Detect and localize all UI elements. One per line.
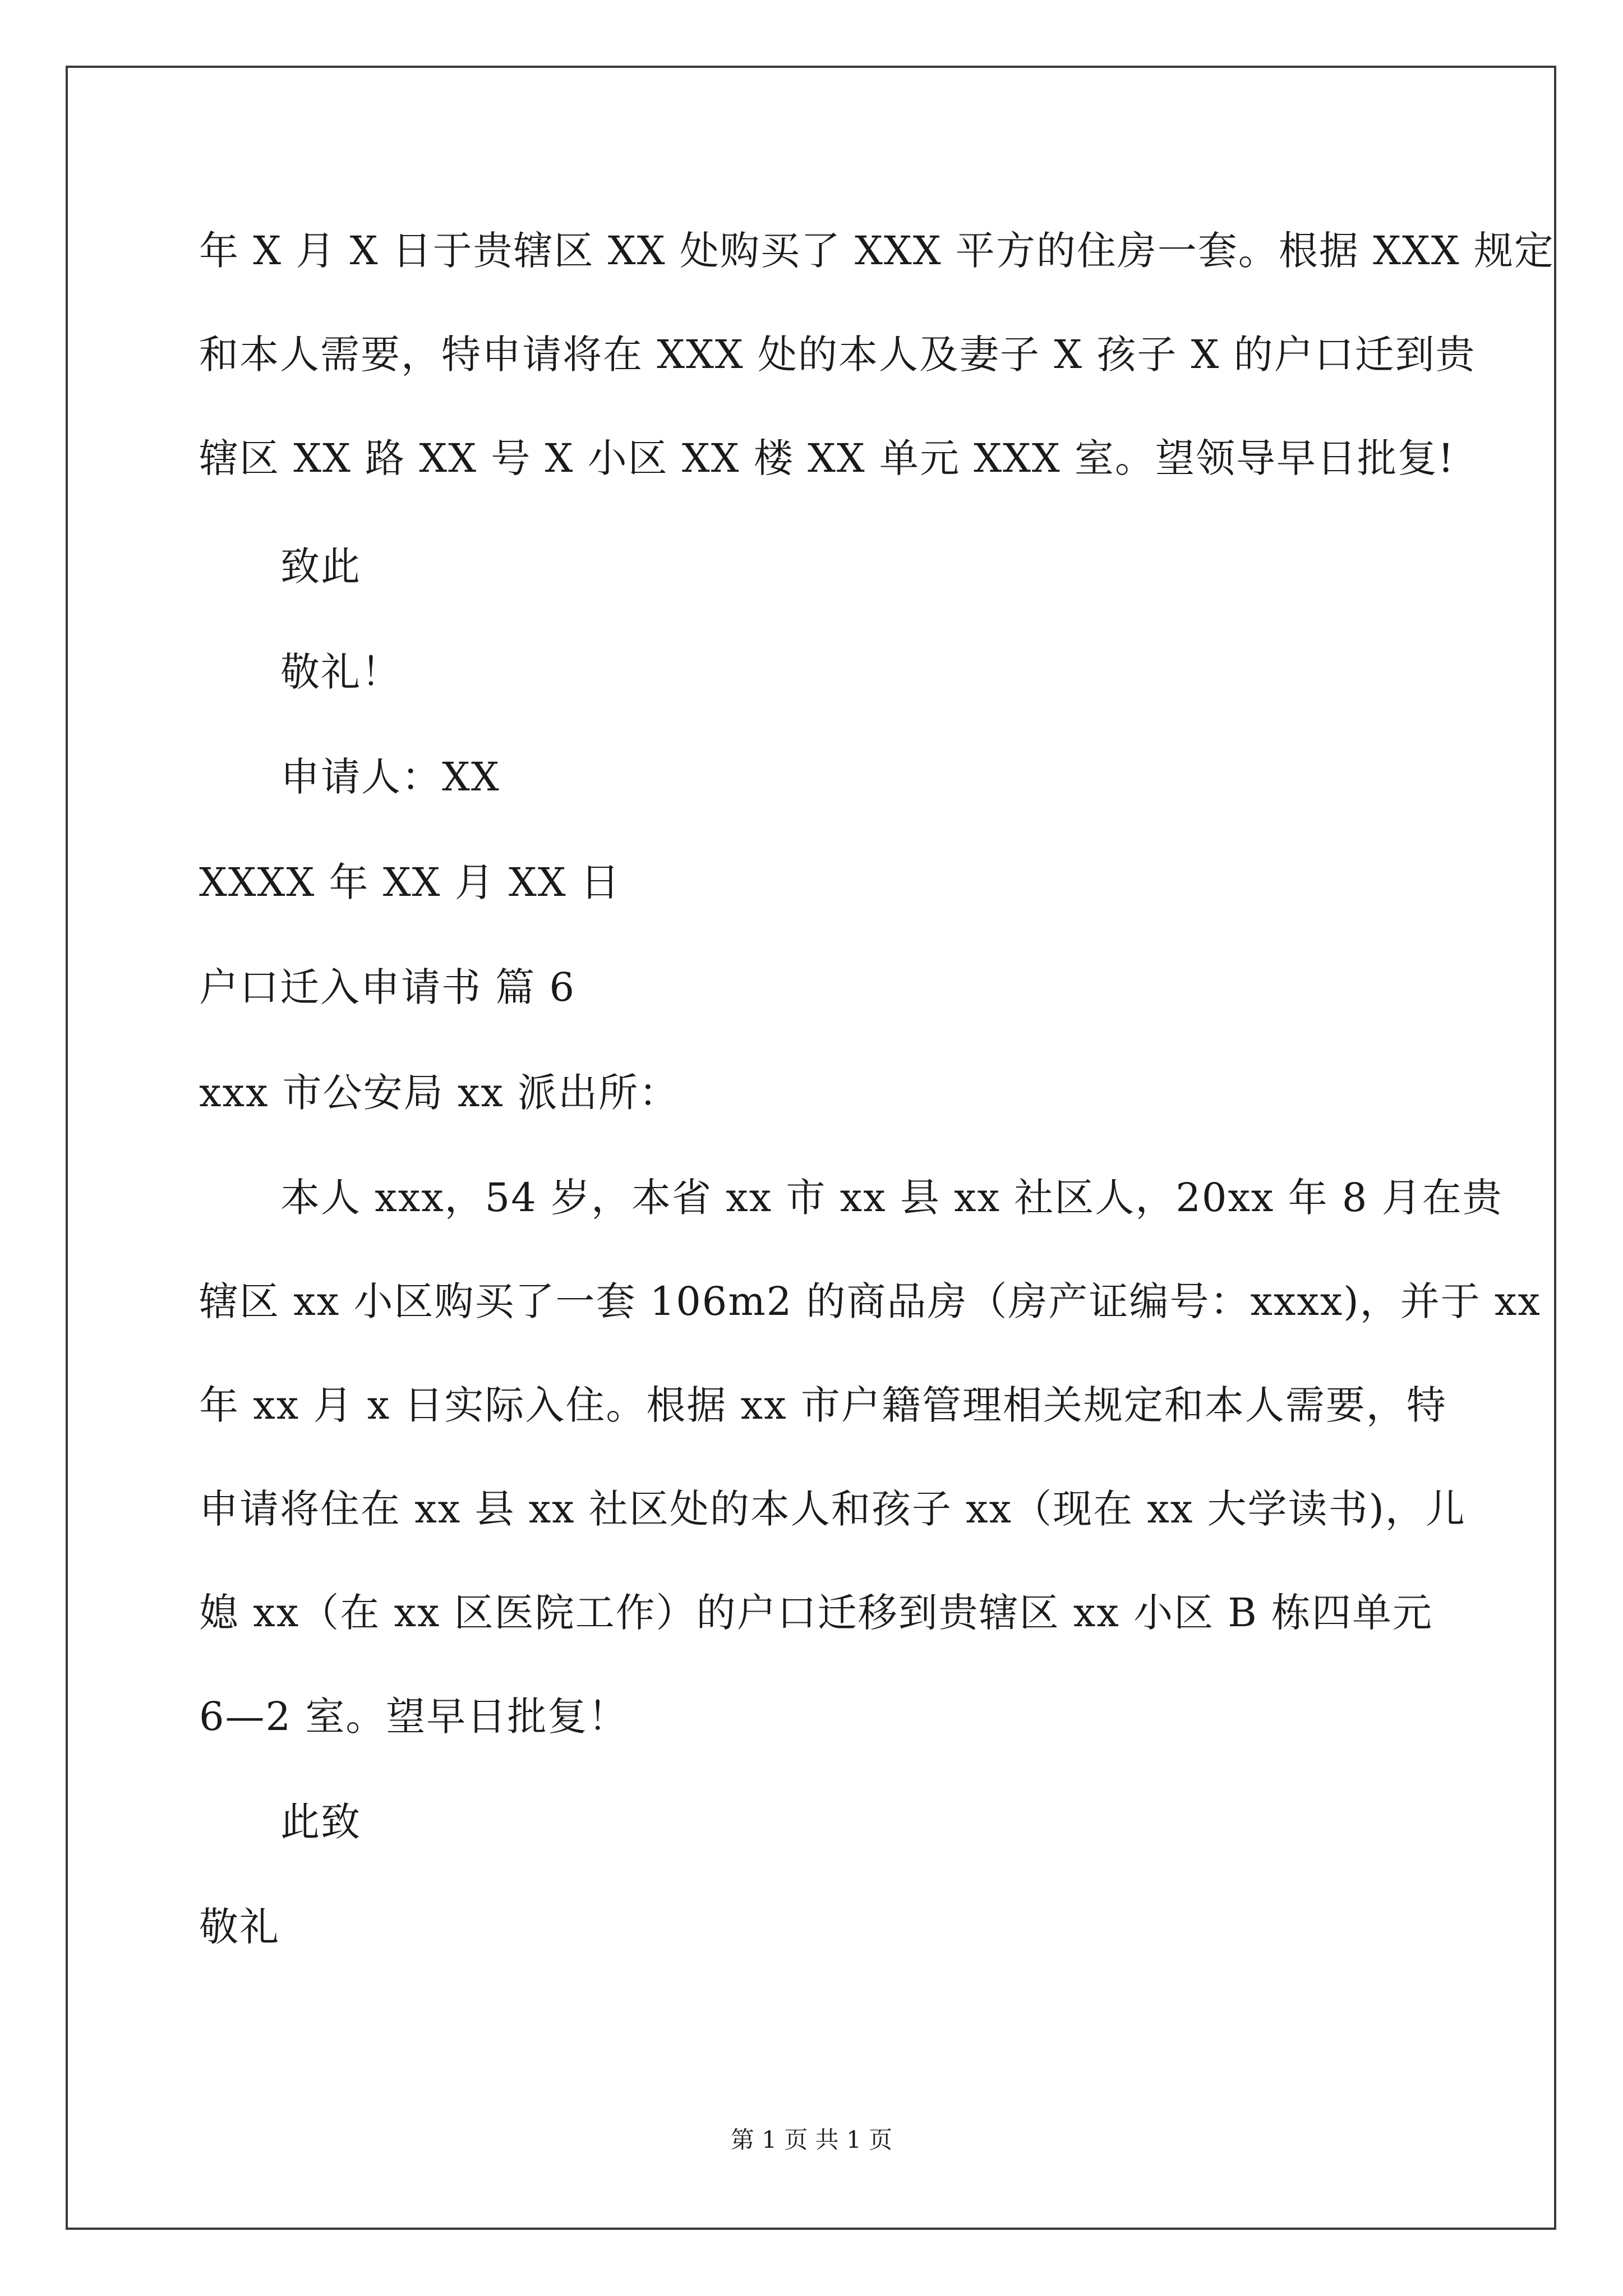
- section-heading: 户口迁入申请书 篇 6: [199, 964, 576, 1010]
- date-line: XXXX 年 XX 月 XX 日: [199, 859, 621, 905]
- paragraph-line: 辖区 xx 小区购买了一套 106m2 的商品房（房产证编号：xxxx)，并于 xx: [199, 1278, 1541, 1324]
- salutation: 敬礼！: [280, 649, 402, 695]
- page-border: [66, 66, 1556, 2230]
- paragraph-line: 本人 xxx，54 岁，本省 xx 市 xx 县 xx 社区人，20xx 年 8 月在贵: [280, 1175, 1503, 1221]
- paragraph-line: 申请将住在 xx 县 xx 社区处的本人和孩子 xx（现在 xx 大学读书)，儿: [199, 1486, 1466, 1532]
- paragraph-line: 6—2 室。望早日批复！: [199, 1694, 629, 1740]
- paragraph-line: 年 xx 月 x 日实际入住。根据 xx 市户籍管理相关规定和本人需要，特: [199, 1382, 1447, 1428]
- salutation-final: 敬礼: [199, 1904, 280, 1950]
- closing-zhici: 致此: [280, 544, 361, 590]
- paragraph-line: 年 X 月 X 日于贵辖区 XX 处购买了 XXX 平方的住房一套。根据 XXX 规定: [199, 228, 1555, 274]
- applicant-line: 申请人：XX: [280, 754, 500, 800]
- addressee-line: xxx 市公安局 xx 派出所：: [199, 1070, 680, 1116]
- paragraph-line: 和本人需要，特申请将在 XXX 处的本人及妻子 X 孩子 X 的户口迁到贵: [199, 332, 1476, 378]
- paragraph-line: 媳 xx（在 xx 区医院工作）的户口迁移到贵辖区 xx 小区 B 栋四单元: [199, 1590, 1433, 1636]
- closing-cizhi: 此致: [280, 1799, 361, 1845]
- page-footer: 第 1 页 共 1 页: [730, 2126, 893, 2154]
- paragraph-line: 辖区 XX 路 XX 号 X 小区 XX 楼 XX 单元 XXX 室。望领导早日批复!: [199, 435, 1455, 481]
